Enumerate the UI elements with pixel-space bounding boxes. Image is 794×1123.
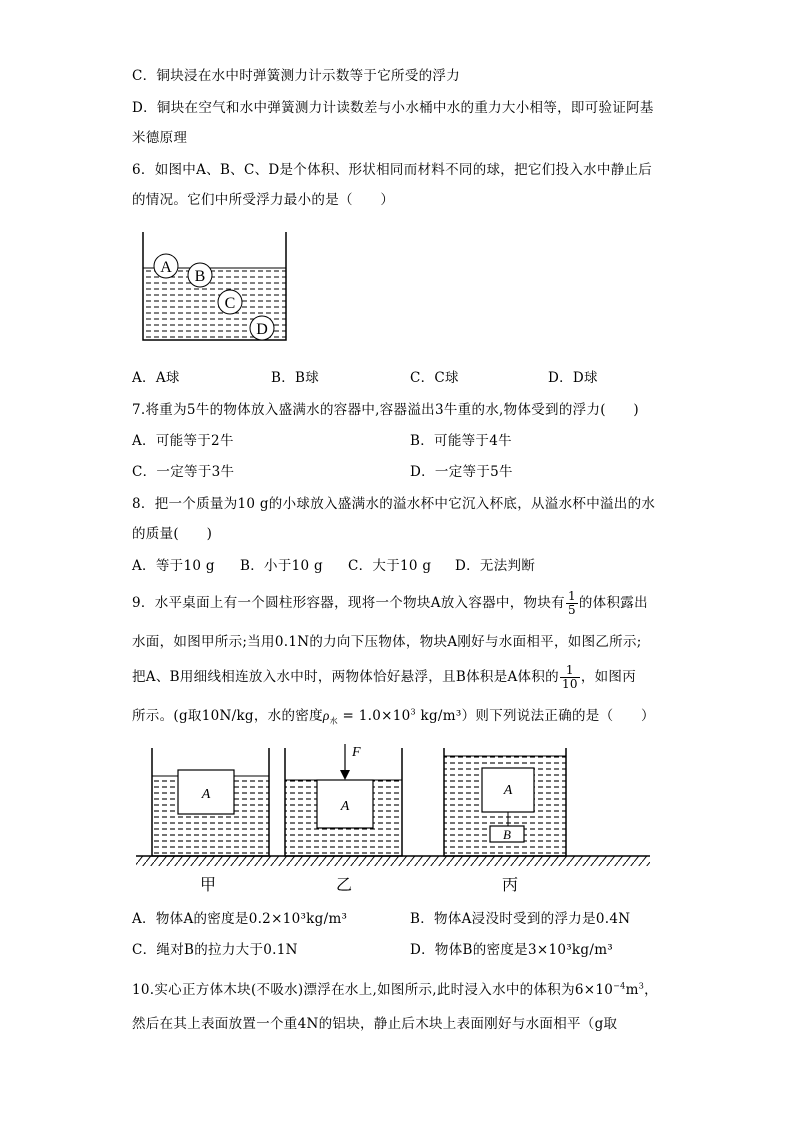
ball-d [250, 316, 274, 340]
q9-stem-line2: 水面，如图甲所示;当用0.1N的力向下压物体，物块A刚好与水面相平，如图乙所示; [132, 634, 642, 650]
svg-text:A: A [340, 799, 350, 814]
q9-stem-line4 [132, 706, 655, 726]
q6-option-d[interactable]: D．D球 [548, 370, 598, 386]
q9-stem-line3 [132, 664, 636, 691]
q8-option-c[interactable]: C．大于10 g [348, 558, 432, 574]
q7-option-b[interactable]: B．可能等于4牛 [410, 433, 512, 449]
q10-volume-value: 6×10 [574, 982, 614, 998]
q10-text: 10.实心正方体木块(不吸水)漂浮在水上,如图所示,此时浸入水中的体积为 [132, 982, 575, 998]
q9-figure [130, 742, 664, 898]
svg-text:D: D [256, 321, 268, 338]
fraction-denominator: 10 [561, 677, 578, 691]
svg-text:A: A [160, 259, 172, 276]
q8-option-a[interactable]: A．等于10 g [132, 558, 215, 574]
svg-text:C: C [224, 295, 236, 312]
q7-option-c[interactable]: C．一定等于3牛 [132, 464, 235, 480]
q8-stem: 8．把一个质量为10 g的小球放入盛满水的溢水杯中它沉入杯底，从溢水杯中溢出的水 [132, 496, 656, 512]
rho-subscript: 水 [329, 716, 338, 726]
q6-option-c[interactable]: C．C球 [410, 370, 459, 386]
q9-text: 所示。(g取10N/kg，水的密度 [132, 708, 323, 724]
svg-text:A: A [201, 787, 211, 802]
q7-option-d[interactable]: D．一定等于5牛 [410, 464, 513, 480]
q5-option-c: C．铜块浸在水中时弹簧测力计示数等于它所受的浮力 [132, 68, 461, 84]
q9-text: = 1.0×10 [337, 708, 411, 724]
ball-a [154, 254, 178, 278]
svg-text:丙: 丙 [501, 877, 519, 894]
exponent: −4 [613, 981, 626, 991]
q9-text: 把A、B用细线相连放入水中时，两物体恰好悬浮，且B体积是A体积的 [132, 669, 559, 685]
fraction-numerator: 1 [567, 589, 576, 603]
q9-option-a[interactable]: A．物体A的密度是0.2×10³kg/m³ [132, 911, 348, 927]
fraction-denominator: 5 [567, 603, 576, 617]
q7-option-a[interactable]: A．可能等于2牛 [132, 433, 234, 449]
q5-option-d-cont: 米德原理 [132, 130, 188, 146]
q9-text: 的体积露出 [578, 595, 648, 611]
container-bing [444, 748, 566, 856]
q6-stem: 6．如图中A、B、C、D是个体积、形状相同而材料不同的球，把它们投入水中静止后 [132, 162, 653, 178]
rho-symbol: ρ [322, 708, 330, 723]
q10-stem-cont: 然后在其上表面放置一个重4N的铝块，静止后木块上表面刚好与水面相平（g取 [132, 1016, 618, 1032]
q9-option-c[interactable]: C．绳对B的拉力大于0.1N [132, 942, 298, 958]
q9-stem-line1 [132, 590, 648, 617]
exponent: 3 [410, 707, 416, 717]
unit: m [625, 982, 639, 998]
svg-text:B: B [503, 827, 511, 842]
q9-option-d[interactable]: D．物体B的密度是3×10³kg/m³ [410, 942, 614, 958]
svg-text:B: B [194, 268, 206, 285]
q5-option-d: D．铜块在空气和水中弹簧测力计读数差与小水桶中水的重力大小相等，即可验证阿基 [132, 100, 654, 116]
q9-text: ，如图丙 [580, 669, 637, 685]
exponent: 3 [638, 981, 645, 991]
container-yi [285, 744, 402, 856]
q6-option-b[interactable]: B．B球 [271, 370, 320, 386]
ball-c [218, 290, 242, 314]
svg-text:A: A [503, 783, 513, 798]
q9-text: 9．水平桌面上有一个圆柱形容器，现将一个物块A放入容器中，物块有 [132, 595, 565, 611]
fraction-one-fifth [566, 590, 578, 617]
q9-text: kg/m³）则下列说法正确的是（ ） [415, 708, 655, 724]
q10-stem [132, 980, 658, 1000]
fraction-one-tenth [560, 664, 580, 691]
q8-option-d[interactable]: D．无法判断 [455, 558, 536, 574]
fraction-numerator: 1 [560, 664, 580, 678]
q10-text: ， [644, 982, 658, 998]
q6-stem-cont: 的情况。它们中所受浮力最小的是（ ） [132, 192, 395, 208]
q9-option-b[interactable]: B．物体A浸没时受到的浮力是0.4N [410, 911, 631, 927]
q8-option-b[interactable]: B．小于10 g [240, 558, 323, 574]
svg-text:F: F [352, 745, 361, 760]
svg-text:甲: 甲 [199, 877, 217, 894]
q6-option-a[interactable]: A．A球 [132, 370, 180, 386]
ball-b [188, 263, 212, 287]
container-jia [152, 748, 269, 856]
q7-stem: 7.将重为5牛的物体放入盛满水的容器中,容器溢出3牛重的水,物体受到的浮力( ) [132, 402, 639, 418]
q8-stem-cont: 的质量( ) [132, 526, 213, 542]
svg-text:乙: 乙 [335, 877, 353, 894]
q6-container-figure [138, 232, 290, 344]
